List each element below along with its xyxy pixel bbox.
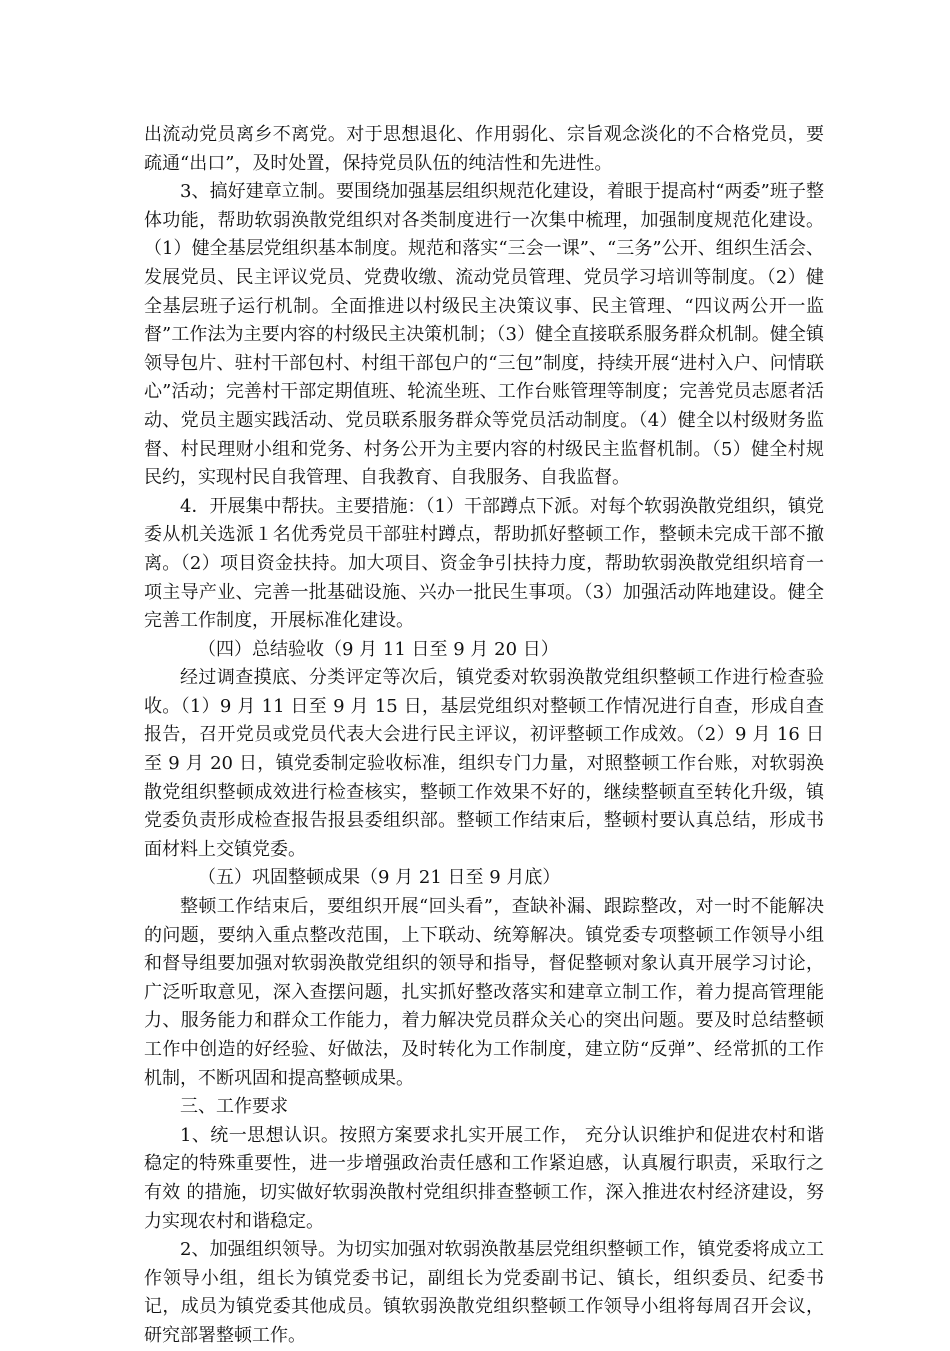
- paragraph-unify-thinking: 1、统一思想认识。按照方案要求扎实开展工作， 充分认识维护和促进农村和谐稳定的特殊重要性，进一步增强政治责任感和工作紧迫感，认真履行职责，采取行之有效 的措施，切实做好软弱涣散村党组织排查整顿工作，深入推进农村经济建设，努力实现农村和谐稳定。: [144, 1124, 824, 1232]
- paragraph-leadership: 2、加强组织领导。为切实加强对软弱涣散基层党组织整顿工作，镇党委将成立工作领导小组，组长为镇党委书记，副组长为党委副书记、镇长，组织委员、纪委书记，成员为镇党委其他成员。镇软弱涣散党组织整顿工作领导小组将每周召开会议，研究部署整顿工作。: [144, 1239, 824, 1346]
- paragraph-continued: 出流动党员离乡不离党。对于思想退化、作用弱化、宗旨观念淡化的不合格党员，要疏通“出口”，及时处置，保持党员队伍的纯洁性和先进性。: [144, 124, 824, 174]
- section-heading-acceptance: （四）总结验收（9 月 11 日至 9 月 20 日）: [198, 638, 559, 660]
- section-heading-consolidation: （五）巩固整顿成果（9 月 21 日至 9 月底）: [198, 867, 561, 889]
- document-body: [144, 121, 824, 1351]
- paragraph-rules-system: 3、搞好建章立制。要围绕加强基层组织规范化建设，着眼于提高村“两委”班子整体功能，帮助软弱涣散党组织对各类制度进行一次集中梳理，加强制度规范化建设。（1）健全基层党组织基本制度。规范和落实“三会一课”、“三务”公开、组织生活会、发展党员、民主评议党员、党费收缴、流动党员管理、党员学习培训等制度。（2）健全基层班子运行机制。全面推进以村级民主决策议事、民主管理、“四议两公开一监督”工作法为主要内容的村级民主决策机制；（3）健全直接联系服务群众机制。健全镇领导包片、驻村干部包村、村组干部包户的“三包”制度，持续开展“进村入户、问情联心”活动；完善村干部定期值班、轮流坐班、工作台账管理等制度；完善党员志愿者活动、党员主题实践活动、党员联系服务群众等党员活动制度。（4）健全以村级财务监督、村民理财小组和党务、村务公开为主要内容的村级民主监督机制。（5）健全村规民约，实现村民自我管理、自我教育、自我服务、自我监督。: [144, 181, 824, 489]
- paragraph-consolidation: 整顿工作结束后，要组织开展“回头看”，查缺补漏、跟踪整改，对一时不能解决的问题，要纳入重点整改范围，上下联动、统筹解决。镇党委专项整顿工作领导小组和督导组要加强对软弱涣散党组织的领导和指导，督促整顿对象认真开展学习讨论，广泛听取意见，深入查摆问题，扎实抓好整改落实和建章立制工作，着力提高管理能力、服务能力和群众工作能力，着力解决党员群众关心的突出问题。要及时总结整顿工作中创造的好经验、好做法，及时转化为工作制度，建立防“反弹”、经常抓的工作机制，不断巩固和提高整顿成果。: [144, 896, 824, 1089]
- section-heading-requirements: 三、工作要求: [180, 1096, 288, 1118]
- paragraph-assistance: 4．开展集中帮扶。主要措施：（1）干部蹲点下派。对每个软弱涣散党组织，镇党委从机关选派１名优秀党员干部驻村蹲点，帮助抓好整顿工作，整顿未完成干部不撤离。（2）项目资金扶持。加大项目、资金争引扶持力度，帮助软弱涣散党组织培育一项主导产业、完善一批基础设施、兴办一批民生事项。（3）加强活动阵地建设。健全完善工作制度，开展标准化建设。: [144, 495, 824, 632]
- paragraph-acceptance: 经过调查摸底、分类评定等次后，镇党委对软弱涣散党组织整顿工作进行检查验收。（1）9 月 11 日至 9 月 15 日，基层党组织对整顿工作情况进行自查，形成自查报告，召开党员或党员代表大会进行民主评议，初评整顿工作成效。（2）9 月 16 日至 9 月 20 日，镇党委制定验收标准，组织专门力量，对照整顿工作台账，对软弱涣散党组织整顿成效进行检查核实，整顿工作效果不好的，继续整顿直至转化升级，镇党委负责形成检查报告报县委组织部。整顿工作结束后，整顿村要认真总结，形成书面材料上交镇党委。: [144, 667, 824, 860]
